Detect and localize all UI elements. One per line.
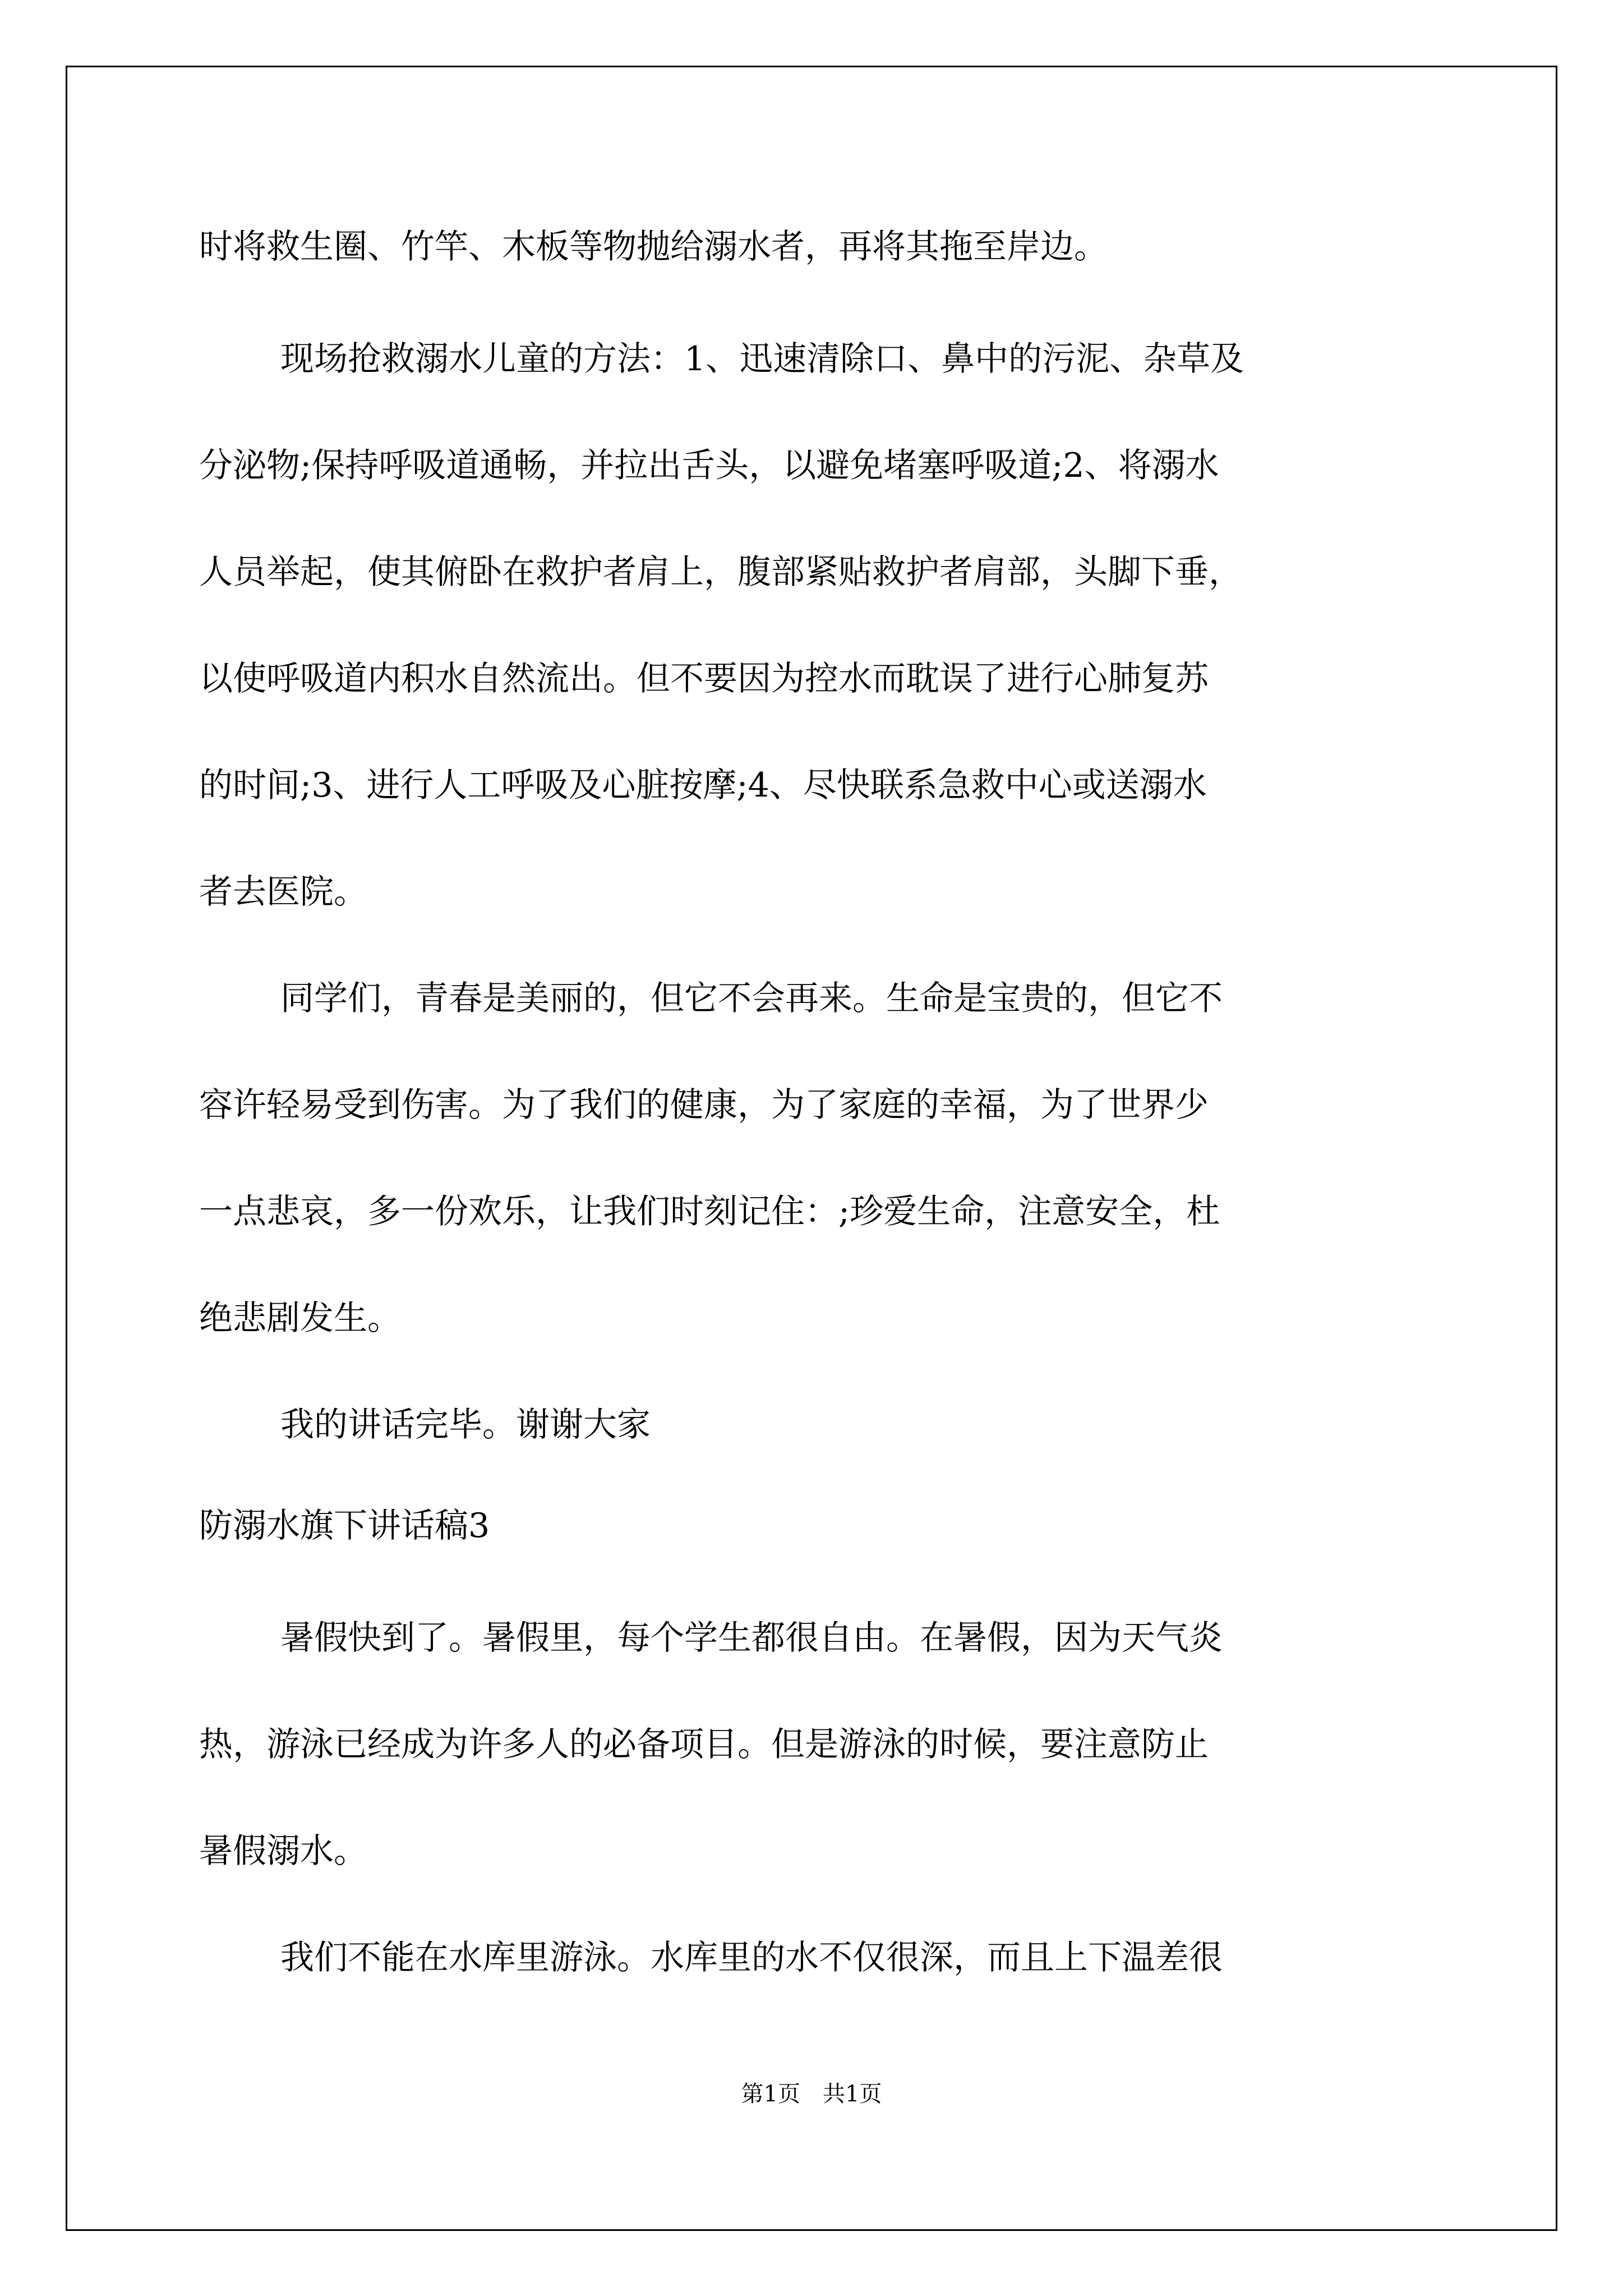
paragraph-line: 热，游泳已经成为许多人的必备项目。但是游泳的时候，要注意防止	[199, 1725, 1209, 1764]
page-border	[66, 66, 1557, 2231]
paragraph-line: 暑假快到了。暑假里，每个学生都很自由。在暑假，因为天气炎	[280, 1618, 1223, 1658]
paragraph-line: 我们不能在水库里游泳。水库里的水不仅很深，而且上下温差很	[280, 1938, 1223, 1977]
paragraph-line: 时将救生圈、竹竿、木板等物抛给溺水者，再将其拖至岸边。	[199, 227, 1108, 266]
paragraph-line: 的时间;3、进行人工呼吸及心脏按摩;4、尽快联系急救中心或送溺水	[199, 766, 1207, 805]
page-total: 共1页	[823, 2081, 882, 2107]
paragraph-line: 以使呼吸道内积水自然流出。但不要因为控水而耽误了进行心肺复苏	[199, 659, 1209, 698]
paragraph-line: 者去医院。	[199, 872, 367, 912]
paragraph-line: 暑假溺水。	[199, 1832, 367, 1871]
paragraph-line: 现场抢救溺水儿童的方法：1、迅速清除口、鼻中的污泥、杂草及	[280, 339, 1244, 379]
paragraph-line: 人员举起，使其俯卧在救护者肩上，腹部紧贴救护者肩部，头脚下垂，	[199, 553, 1242, 592]
paragraph-line: 容许轻易受到伤害。为了我们的健康，为了家庭的幸福，为了世界少	[199, 1085, 1209, 1125]
page-number: 第1页	[741, 2081, 800, 2107]
paragraph-line: 分泌物;保持呼吸道通畅，并拉出舌头，以避免堵塞呼吸道;2、将溺水	[199, 446, 1219, 485]
paragraph-line: 一点悲哀，多一份欢乐，让我们时刻记住：;珍爱生命，注意安全，杜	[199, 1192, 1220, 1231]
paragraph-line: 绝悲剧发生。	[199, 1299, 401, 1338]
page-footer	[0, 2083, 1623, 2105]
section-heading: 防溺水旗下讲话稿3	[199, 1506, 490, 1545]
paragraph-line: 我的讲话完毕。谢谢大家	[280, 1405, 651, 1444]
paragraph-line: 同学们，青春是美丽的，但它不会再来。生命是宝贵的，但它不	[280, 979, 1223, 1018]
